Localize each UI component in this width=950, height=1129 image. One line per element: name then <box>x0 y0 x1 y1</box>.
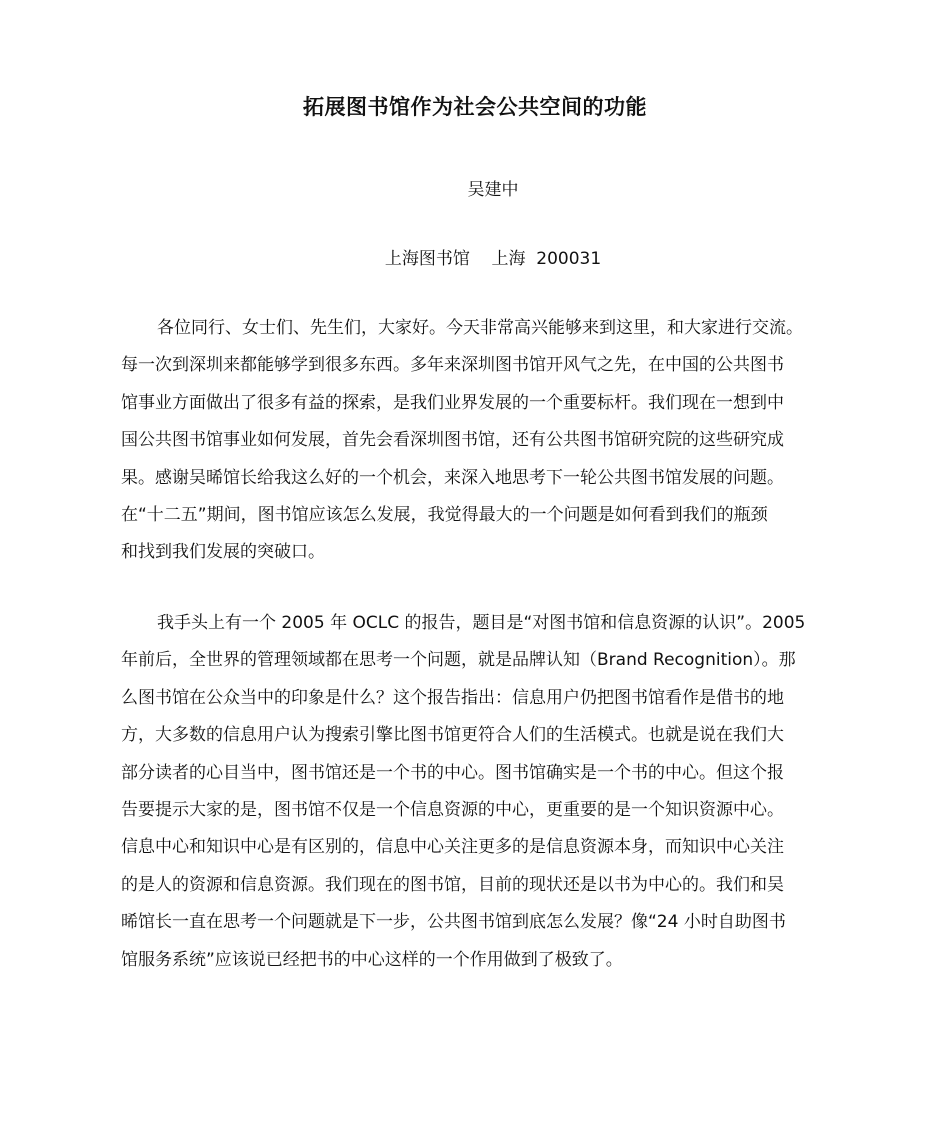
paragraph-line: 部分读者的心目当中，图书馆还是一个书的中心。图书馆确实是一个书的中心。但这个报 <box>121 762 784 783</box>
paragraph-line: 馆事业方面做出了很多有益的探索，是我们业界发展的一个重要标杆。我们现在一想到中 <box>121 392 784 413</box>
paragraph-line: 的是人的资源和信息资源。我们现在的图书馆，目前的现状还是以书为中心的。我们和吴 <box>121 874 784 895</box>
paragraph-line: 果。感谢吴晞馆长给我这么好的一个机会，来深入地思考下一轮公共图书馆发展的问题。 <box>121 467 784 488</box>
paragraph-line: 国公共图书馆事业如何发展，首先会看深圳图书馆，还有公共图书馆研究院的这些研究成 <box>121 430 784 451</box>
paragraph-line: 我手头上有一个 2005 年 OCLC 的报告，题目是“对图书馆和信息资源的认识”。2005 <box>157 613 806 633</box>
paragraph-line: 每一次到深圳来都能够学到很多东西。多年来深圳图书馆开风气之先，在中国的公共图书 <box>121 355 784 376</box>
paragraph-line: 方，大多数的信息用户认为搜索引擎比图书馆更符合人们的生活模式。也就是说在我们大 <box>121 725 784 746</box>
paragraph-line: 年前后，全世界的管理领域都在思考一个问题，就是品牌认知（Brand Recognition）。那 <box>121 650 796 671</box>
paragraph-line: 各位同行、女士们、先生们，大家好。今天非常高兴能够来到这里，和大家进行交流。 <box>157 318 803 338</box>
paragraph-line: 馆服务系统”应该说已经把书的中心这样的一个作用做到了极致了。 <box>121 949 623 970</box>
paragraph-line: 在“十二五”期间，图书馆应该怎么发展，我觉得最大的一个问题是如何看到我们的瓶颈 <box>121 504 768 525</box>
document-title: 拓展图书馆作为社会公共空间的功能 <box>303 95 647 119</box>
body-paragraph-1 <box>121 310 841 572</box>
body-paragraph-2 <box>121 605 841 979</box>
paragraph-line: 和找到我们发展的突破口。 <box>121 542 325 563</box>
author-name: 吴建中 <box>467 180 519 200</box>
paragraph-line: 信息中心和知识中心是有区别的，信息中心关注更多的是信息资源本身，而知识中心关注 <box>121 837 784 858</box>
author-affiliation: 上海图书馆 上海 200031 <box>384 249 602 269</box>
paragraph-line: 晞馆长一直在思考一个问题就是下一步，公共图书馆到底怎么发展？像“24 小时自助图书 <box>121 912 786 933</box>
paragraph-line: 告要提示大家的是，图书馆不仅是一个信息资源的中心，更重要的是一个知识资源中心。 <box>121 799 784 820</box>
paragraph-line: 么图书馆在公众当中的印象是什么？这个报告指出：信息用户仍把图书馆看作是借书的地 <box>121 687 784 708</box>
